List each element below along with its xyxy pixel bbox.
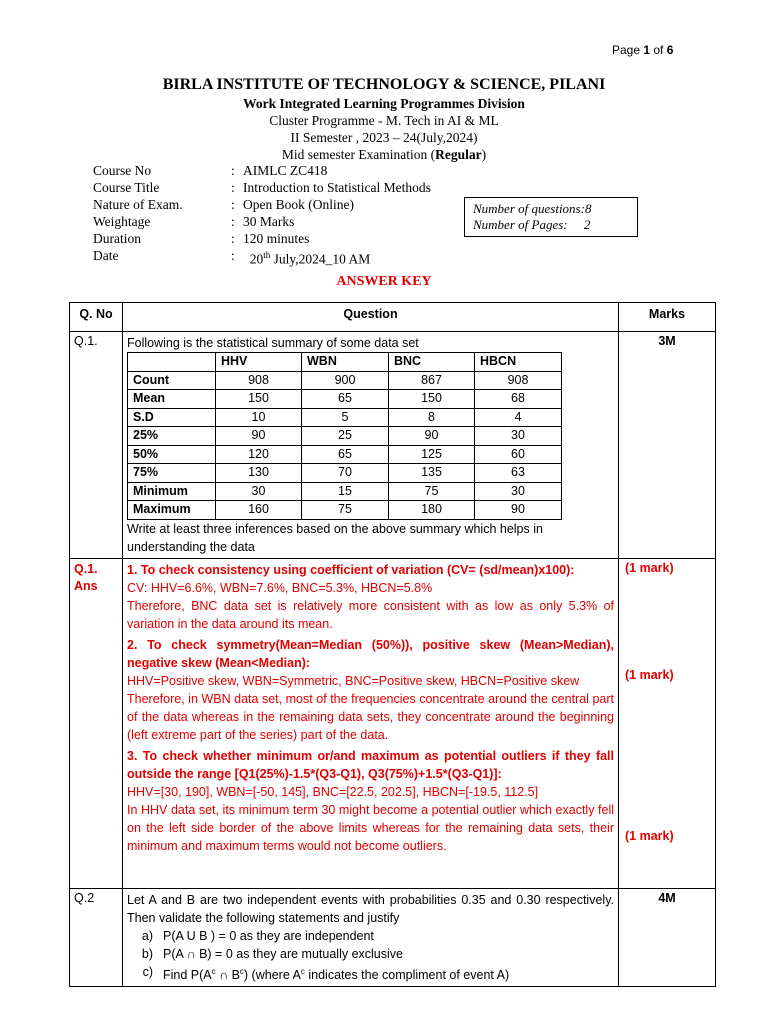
table-row <box>70 558 716 888</box>
q1-question: Following is the statistical summary of some data set HHV WBN BNC HBCN Count 908 900 867 908 Mean 150 65 150 68 S.D 10 5 8 4 25% 90 25 90 30 50% 120 65 125 60 75% 130 70 135 63 Minimum 30 15 75 30 Maximum 160 75 180 90 Write at least three inferences based on the above summary which helps in understanding the data <box>123 332 619 559</box>
q1-answer: 1. To check consistency using coefficient of variation (CV= (sd/mean)x100): CV: HHV=6.6%, WBN=7.6%, BNC=5.3%, HBCN=5.8% Therefore, BNC data set is relatively more consistent with as low as only 5.3% of variation in the data around its mean. 2. To check symmetry(Mean=Median (50%)), positive skew (Mean>Median), negative skew (Mean<Median): HHV=Positive skew, WBN=Symmetric, BNC=Positive skew, HBCN=Positive skew Therefore, in WBN data set, most of the frequencies concentrate around the central part of the data whereas in the remaining data sets, they concentrate around the beginning (left extreme part of the series) part of the data. 3. To check whether minimum or/and maximum as potential outliers if they fall outside the range [Q1(25%)-1.5*(Q3-Q1), Q3(75%)+1.5*(Q3-Q1)]: HHV=[30, 190], WBN=[-50, 145], BNC=[22.5, 202.5], HBCN=[-19.5, 112.5] In HHV data set, its minimum term 30 might become a potential outlier which exactly fell on the left side border of the above limits whereas for the remaining data sets, their minimum and maximum terms would not become outliers. <box>123 558 619 888</box>
table-header-row <box>70 303 716 332</box>
answer-key-heading: ANSWER KEY <box>336 274 432 289</box>
question-table <box>69 302 716 987</box>
question-info-box: Number of questions:8 Number of Pages: 2 <box>464 197 638 237</box>
meta-row: Date : 20th July,2024_10 AM <box>93 248 371 267</box>
division-title: Work Integrated Learning Programmes Division <box>243 96 525 111</box>
table-row <box>70 332 716 559</box>
meta-row: Duration : 120 minutes <box>93 231 310 246</box>
mark-label: (1 mark) <box>625 828 674 843</box>
stats-row: Minimum 30 15 75 30 <box>128 482 562 501</box>
stats-row: 50% 120 65 125 60 <box>128 445 562 464</box>
q1-marks: 3M <box>619 332 716 559</box>
institute-title: BIRLA INSTITUTE OF TECHNOLOGY & SCIENCE, PILANI <box>162 76 606 93</box>
meta-row: Weightage : 30 Marks <box>93 214 295 229</box>
mark-label: (1 mark) <box>625 560 674 575</box>
header-qno: Q. No <box>70 303 123 332</box>
stats-row: S.D 10 5 8 4 <box>128 408 562 427</box>
stats-row: 25% 90 25 90 30 <box>128 427 562 446</box>
stats-row: Count 908 900 867 908 <box>128 371 562 390</box>
stats-table <box>127 352 562 520</box>
meta-row: Nature of Exam. : Open Book (Online) <box>93 197 354 212</box>
exam-meta <box>93 162 431 267</box>
q2-marks: 4M <box>619 888 716 986</box>
meta-row: Course Title : Introduction to Statistical Methods <box>93 180 431 195</box>
page-number: Page 1 of 6 <box>612 43 674 57</box>
stats-header-row: HHV WBN BNC HBCN <box>128 353 562 372</box>
header-question: Question <box>123 303 619 332</box>
list-item: a) P(A U B ) = 0 as they are independent <box>141 928 374 943</box>
list-item: c) Find $P(A^c$ ∩ $B^c$) (where $A^c$ indicates the compliment of event A) <box>142 964 510 982</box>
q1-ans-label: Q.1. Ans <box>70 558 123 888</box>
q1-number: Q.1. <box>70 332 123 559</box>
header-marks: Marks <box>619 303 716 332</box>
q1-ans-marks <box>619 558 716 888</box>
exam-title: Mid semester Examination (Regular) <box>281 147 487 162</box>
q2-number: Q.2 <box>70 888 123 986</box>
list-item: b) P(A ∩ B) = 0 as they are mutually exclusive <box>141 946 403 961</box>
programme-title: Cluster Programme - M. Tech in AI & ML <box>269 113 499 128</box>
mark-label: (1 mark) <box>625 667 674 682</box>
semester-title: II Semester , 2023 – 24(July,2024) <box>290 130 478 145</box>
q2-question: Let A and B are two independent events with probabilities 0.35 and 0.30 respectively. Then validate the following statements and justify a) P(A U B ) = 0 as they are independent b) P(A ∩ B) = 0 as they are mutually exclusive c) Find $P(A^c$ ∩ $B^c$) (where $A^c$ indicates the compliment of event A) <box>123 888 619 986</box>
stats-row: Mean 150 65 150 68 <box>128 390 562 409</box>
stats-row: 75% 130 70 135 63 <box>128 464 562 483</box>
meta-row: Course No : AIMLC ZC418 <box>93 163 328 178</box>
table-row <box>70 888 716 986</box>
stats-row: Maximum 160 75 180 90 <box>128 501 562 520</box>
